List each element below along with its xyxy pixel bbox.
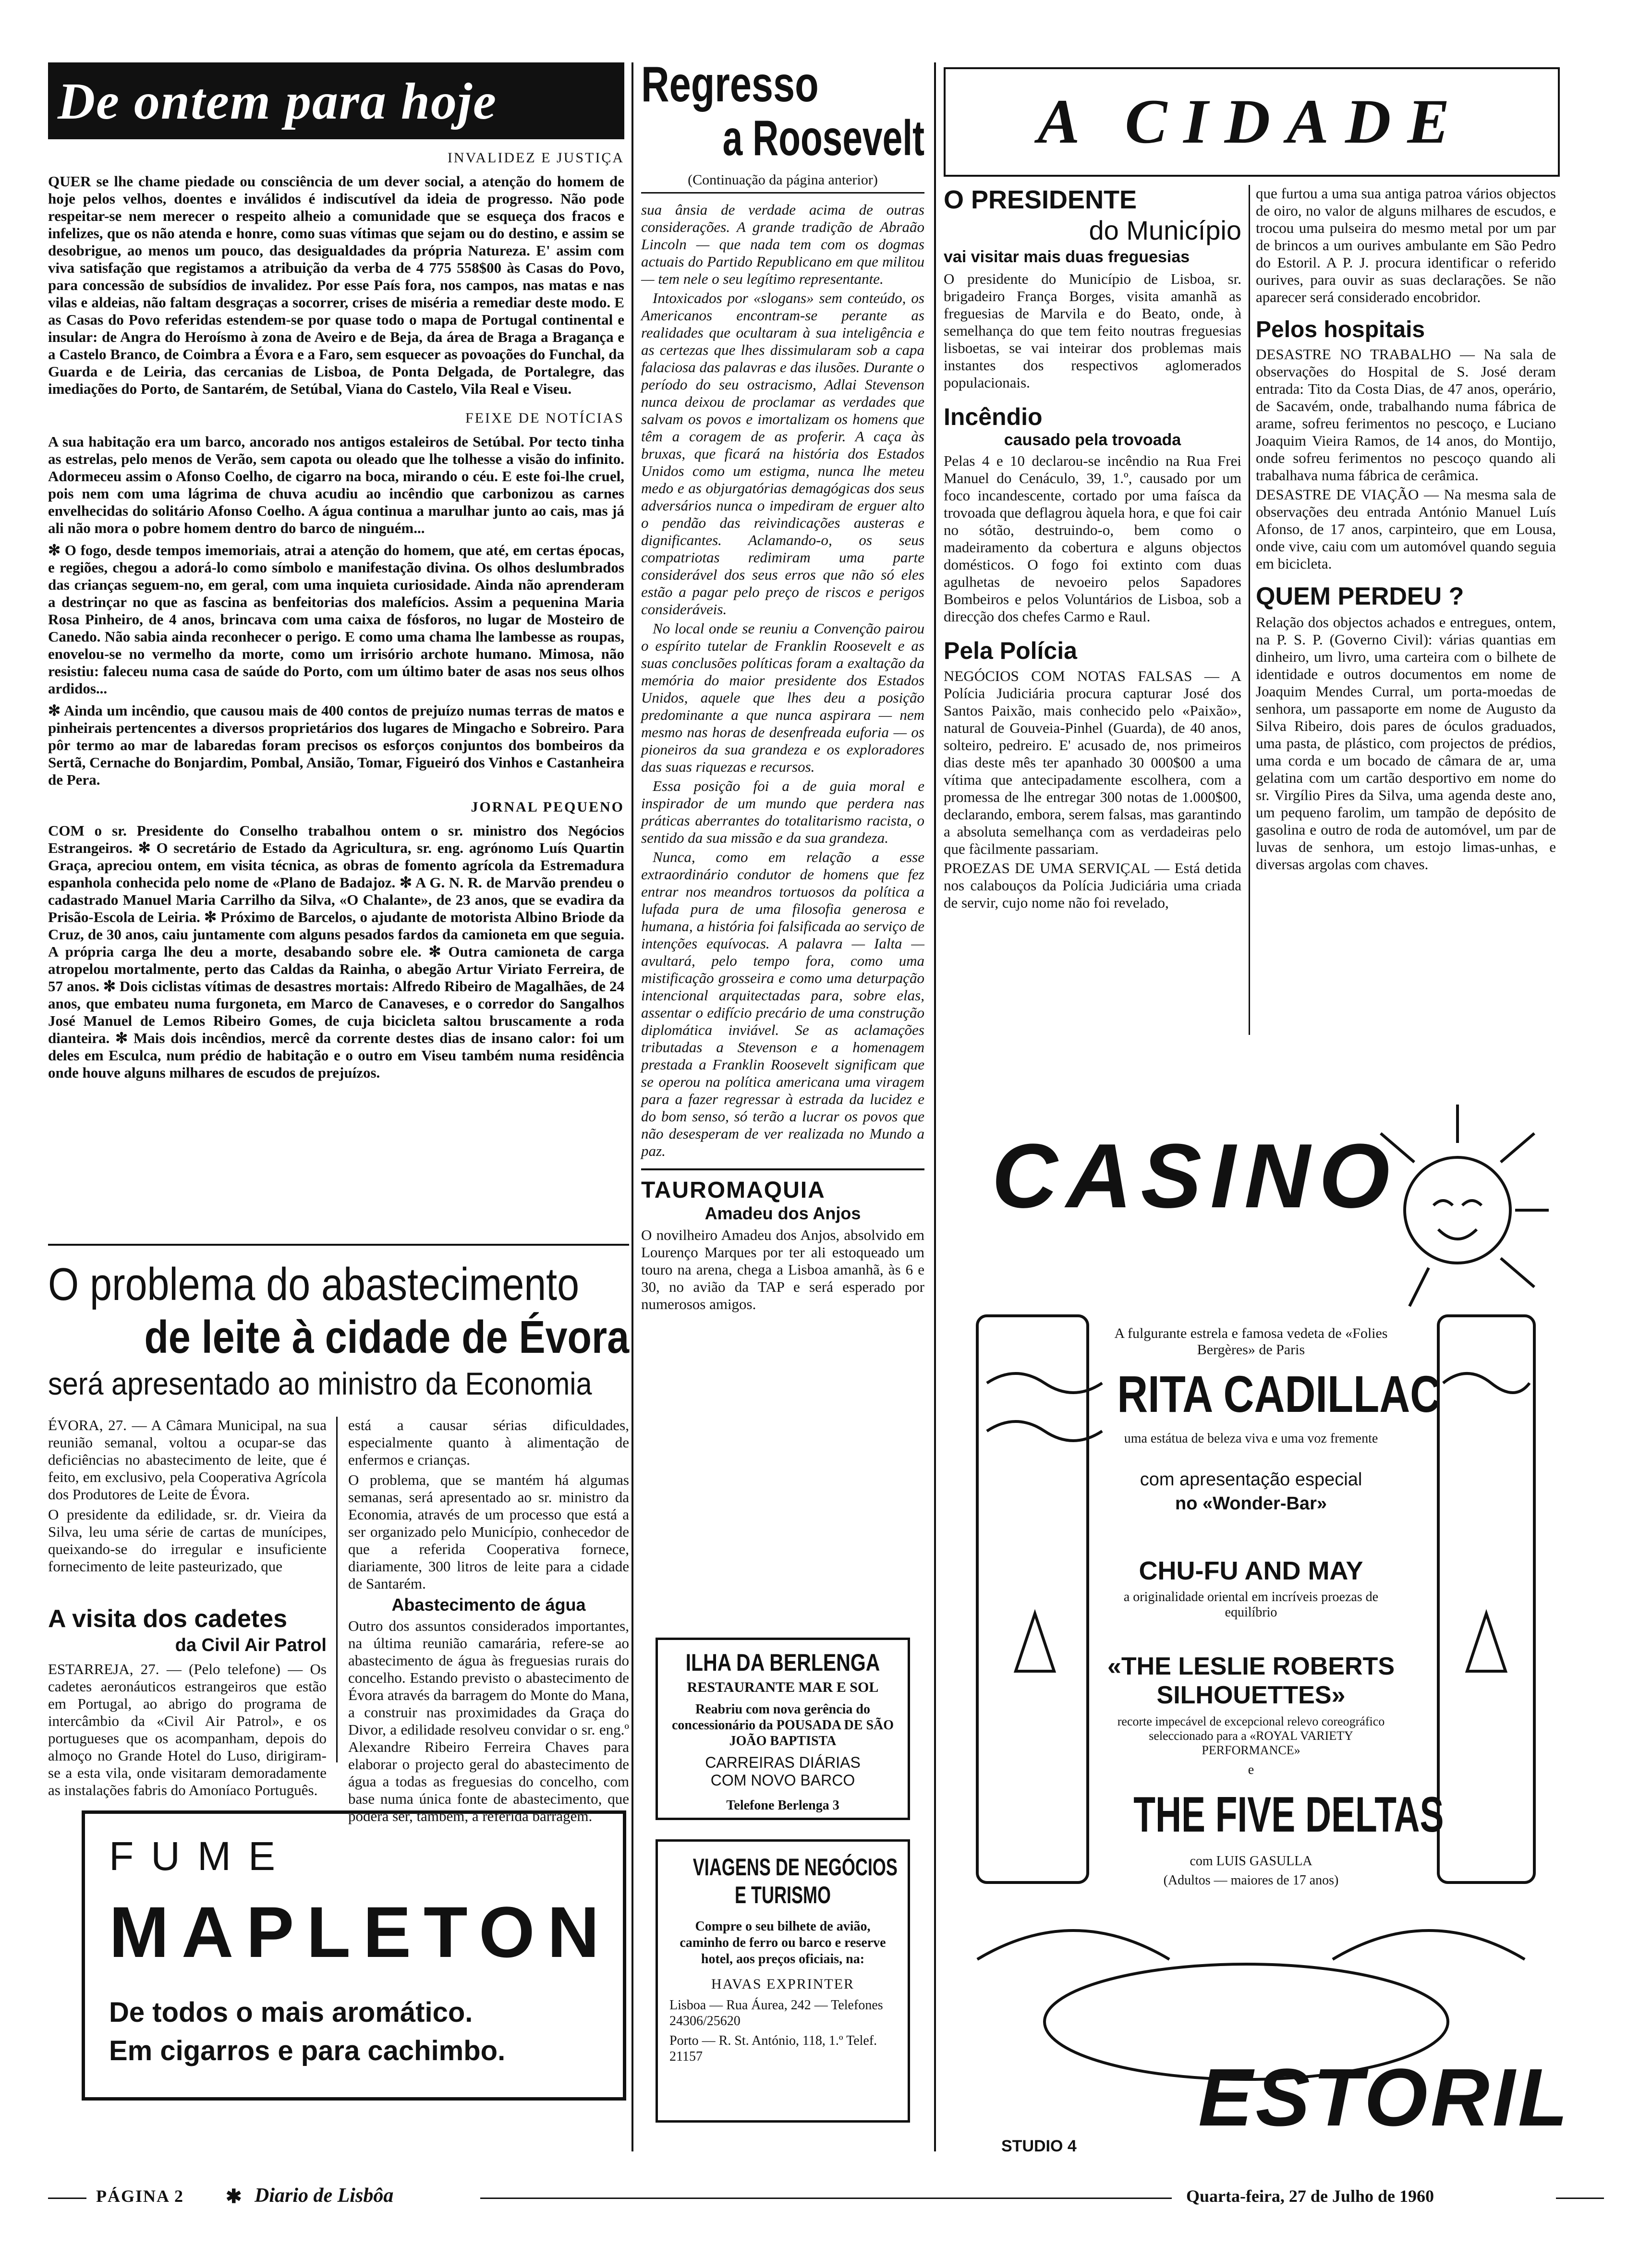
casino-ad (948, 1047, 1571, 2171)
divider (1249, 185, 1250, 1035)
headline: O problema do abastecimento (48, 1259, 580, 1310)
article-text: Outro dos assuntos considerados importantes, na última reunião camarária, refere-se ao abastecimento de água às freguesias rurais do concelho. Estando previsto o abastecimento de Évora através da barragem do Monte do Mana, a construir nas proximidades da Graça do Divor, a edilidade resolveu convidar o sr. eng.º Alexandre Ribeiro Ferreira Chaves para elaborar o projecto geral do abastecimento de água a todas as freguesias do concelho, com base numa única fonte de abastecimento, que poderá ser, também, a referida barragem. (348, 1617, 629, 1824)
continuation-note: (Continuação da página anterior) (641, 172, 924, 194)
ad-title: ILHA DA BERLENGA (685, 1649, 880, 1676)
article-text: O problema, que se mantém há algumas semanas, será apresentado ao sr. ministro da Economia, através de um processo que está a ser organizado pelo Município, conhecedor de que a referida Cooperativa fornece, diariamente, 300 litros de leite para a cidade de Santarém. (348, 1471, 629, 1592)
article-text: O presidente do Município de Lisboa, sr. brigadeiro França Borges, visita amanhã as freguesias de Marvila e do Beato, onde, à semelhança do que tem feito noutras freguesias lisboetas, se vai inteirar dos problemas mais instantes dos respectivos aglomerados populacionais. (944, 270, 1241, 391)
article-text: ESTARREJA, 27. — (Pelo telefone) — Os cadetes aeronáuticos estrangeiros que estão em Portugal, ao abrigo do programa de intercâmbio da «Civil Air Patrol», e os portugueses que os acompanham, depois do almoço no Grande Hotel do Luso, dirigiram-se a esta vila, onde visitaram demoradamente as instalações fabris do Amoníaco Português. (48, 1661, 327, 1798)
divider (48, 1244, 629, 1246)
article-text: DESASTRE NO TRABALHO — Na sala de observações do Hospital de S. José deram entrada: Tito da Costa Dias, de 47 anos, operário, de Sacavém, onde, trabalhando numa fábrica de arame, sofreu ferimentos no pescoço, e Luciano Joaquim Vieira Ramos, de 14 anos, do Montijo, onde sofreu ferimentos no pescoço quando ali trabalhava numa fábrica de cerâmica. (1256, 346, 1556, 484)
article-text: Relação dos objectos achados e entregues, ontem, na P. S. P. (Governo Civil): várias quantias em dinheiro, um livro, uma carteira com o bilhete de identidade e outros documentos em nome de Joaquim Mendes Curral, um porta-moedas de senhora, um passaporte em nome de Augusto da Silva Ribeiro, dois pares de óculos graduados, uma pasta, de plástico, com projectos de prédios, uma corda e um bocado de câmara de ar, uma gelatina com um cartão desportivo em nome do sr. Virgílio Pires da Silva, uma agenda deste ano, um pequeno farolim, um tampão de depósito de gasolina e outro de roda de automóvel, um par de luvas de senhora, um estojo limas-unhas, e diversas argolas com chaves. (1256, 614, 1556, 873)
article-text: ÉVORA, 27. — A Câmara Municipal, na sua reunião semanal, voltou a ocupar-se das deficiências no abastecimento de leite, que é feito, em exclusivo, pela Cooperativa Agrícola dos Produtores de Leite de Évora. (48, 1417, 327, 1503)
ad-line: com apresentação especial (1140, 1470, 1362, 1490)
banner-title: De ontem para hoje (58, 73, 497, 130)
column-2 (641, 58, 924, 1450)
footer-rule (1556, 2198, 1604, 2199)
article-text: COM o sr. Presidente do Conselho trabalhou ontem o sr. ministro dos Negócios Estrangeiros. ✻ O secretário de Estado da Agricultura, sr. eng. agrónomo Luís Quartin Graça, apreciou ontem, em visita técnica, as obras de fomento agrícola da Estremadura espanhola conhecida pelo nome de «Plano de Badajoz. ✻ A G. N. R. de Marvão prendeu o cadastrado Manuel Maria Carrilho da Silva, «O Chalante», de 23 anos, que se evadira da Prisão-Escola de Leiria. ✻ Próximo de Barcelos, o ajudante de motorista Albino Briode da Cruz, de 30 anos, caiu juntamente com alguns pesados fardos da camioneta em que seguia. A própria carga lhe deu a morte, desabando sobre ele. ✻ Outra camioneta de carga atropelou mortalmente, perto das Caldas da Rainha, o abegão Artur Viriato Ferreira, de 57 anos. ✻ Dois ciclistas vítimas de desastres mortais: Alfredo Ribeiro de Magalhães, de 24 anos, que embateu numa furgoneta, em Marco de Canaveses, e o corredor do Sangalhos José Manuel de Lemos Ribeiro Gomes, de cuja bicicleta saltou bruscamente a roda dianteira. ✻ Mais dois incêndios, mercê da corrente destes dias de insano calor: foi um deles em Esculca, num prédio de habitação e o outro em Viseu também numa residência onde houve alguns milhares de escudos de prejuízos. (48, 822, 624, 1081)
divider (336, 1417, 338, 1762)
banner-title: A CIDADE (1037, 86, 1466, 157)
article-text: Nunca, como em relação a esse extraordinário condutor de homens que fez entrar nos meandros tortuosos da política a lufada pura de uma filosofia generosa e humana, a história foi falsificada ao serviço de intenções equívocas. A palavra — Ialta — avultará, pelo tempo fora, como uma mistificação grosseira e como uma deturpação intencional arquitectadas para, sobre elas, assentar o edifício precário de uma construção diplomática inviável. Se as aclamações tributadas a Stevenson e a homenagem prestada a Franklin Roosevelt significam que se operou na política americana uma viragem para a fazer regressar à estrada da lucidez e do bom senso, só terão a lucrar os povos que não desesperam de ver realizada no Mundo a paz. (641, 849, 924, 1159)
ad-text: CARREIRAS DIÁRIAS (705, 1754, 861, 1771)
ad-text: Compre o seu bilhete de avião, caminho de ferro ou barco e reserve hotel, aos preços oficiais, na: (680, 1919, 886, 1967)
footer-page: PÁGINA 2 (96, 2186, 184, 2206)
cidade-banner (944, 67, 1560, 177)
article-text: Intoxicados por «slogans» sem conteúdo, os Americanos encontram-se perante as realidades que ocultaram à sua inteligência e as certezas que lhes dissimularam sob a capa falaciosa das palavras e das ilusões. Durante o período do seu ostracismo, Adlai Stevenson nunca deixou de proclamar as verdades que salvam os povos e imortalizam os homens que têm a coragem de as proferir. A caça às bruxas, que ficará na história dos Estados Unidos como um estigma, nunca lhe meteu medo e as objurgatórias demagógicas dos seus adversários nunca o impediram de erguer alto o pendão das reivindicações austeras e dignificantes. Aclamando-o, os seus compatriotas redimiram uma parte considerável dos seus erros que não só eles estão a pagar pelo preço de riscos e perigos consideráveis. (641, 290, 924, 618)
footer-date: Quarta-feira, 27 de Julho de 1960 (1186, 2186, 1434, 2206)
section-label: FEIXE DE NOTÍCIAS (465, 410, 624, 426)
subhead: Abastecimento de água (391, 1595, 586, 1615)
ad-agency: HAVAS EXPRINTER (711, 1976, 855, 1992)
leite-col-1 (48, 1417, 327, 1578)
article-text: A sua habitação era um barco, ancorado nos antigos estaleiros de Setúbal. Por tecto tinha as estrelas, pelo menos de Verão, sem capota ou oleado que lhe tolhesse a visão do infinito. Adormeceu assim o Afonso Coelho, de cigarro na boca, mirando o céu. E este foi-lhe cruel, pois nem com uma lágrima de chuva acudiu ao incêndio que carbonizou as carnes envelhecidas do solitário Afonso Coelho. A água continua a marulhar junto ao cais, mas já ali não mora o pobre homem dentro do barco de ninguém... (48, 433, 624, 536)
headline: a Roosevelt (722, 110, 924, 166)
cadetes-article (48, 1604, 327, 1799)
article-text: O novilheiro Amadeu dos Anjos, absolvido em Lourenço Marques por ter ali estoqueado um touro na arena, chega a Lisboa amanhã, às 6 e 30, no avião da TAP e será esperado por numerosos amigos. (641, 1227, 924, 1312)
headline: TAUROMAQUIA (641, 1178, 826, 1203)
footer (48, 2184, 1604, 2213)
article-text: Essa posição foi a de guia moral e inspirador de um mundo que perdera nas práticas aberrantes do totalitarismo racista, o sentido da sua missão e da sua grandeza. (641, 777, 924, 846)
ad-act: SILHOUETTES» (1156, 1681, 1346, 1709)
casino-title: CASINO (992, 1125, 1398, 1227)
divider (632, 62, 633, 2151)
ad-line: com LUIS GASULLA (1190, 1854, 1312, 1869)
subhead: vai visitar mais duas freguesias (944, 248, 1190, 266)
section-label: INVALIDEZ E JUSTIÇA (447, 150, 624, 166)
headline: Incêndio (944, 403, 1043, 430)
footer-star: ✱ (226, 2186, 242, 2207)
article-text: NEGÓCIOS COM NOTAS FALSAS — A Polícia Judiciária procura capturar José dos Santos Paixão, mais conhecido pelo «Paixão», natural de Gouveia-Pinhel (Guarda), de 40 anos, solteiro, pedreiro. E' acusado de, nos primeiros dias deste mês ter apanhado 30 000$00 a uma vítima que antecipadamente escolhera, com a promessa de lhe entregar 300 notas de 1.000$00, declarando, embora, serem falsas, mas garantindo a absoluta semelhança com as verdadeiras pelo que fàcilmente passariam. (944, 668, 1241, 857)
ad-title: VIAGENS DE NEGÓCIOS (692, 1854, 898, 1881)
ad-text: COM NOVO BARCO (710, 1772, 855, 1789)
article-text: que furtou a uma sua antiga patroa vários objectos de oiro, no valor de alguns milhares de escudos, e trocou uma pulseira do mesmo metal por um par de brincos a um ourives ambulante em São Pedro do Estoril. A P. J. procura identificar o referido ourives, para ouvir as suas declarações. Se não aparecer será considerado encobridor. (1256, 185, 1556, 305)
ad-line: Em cigarros e para cachimbo. (109, 2035, 506, 2066)
berlenga-ad (656, 1638, 910, 1820)
headline: Pelos hospitais (1256, 317, 1425, 342)
headline: QUEM PERDEU ? (1256, 583, 1464, 610)
footer-rule (48, 2198, 86, 2199)
article-text: QUER se lhe chame piedade ou consciência de um dever social, a atenção do homem de hoje pelos velhos, doentes e inválidos é indiscutível da ideia de progresso. Não pode respeitar-se nem merecer o respeito alheio a comunidade que se esqueça dos fracos e infelizes, que os não atenda e honre, como suas vítimas que sejam ou do destino, e assim se desobrigue, ao menos um pouco, das desigualdades da própria Natureza. E' assim com viva satisfação que registamos a atribuição da verba de 4 775 558$00 às Casas do Povo, para concessão de subsídios de invalidez. Por esse País fora, nos campos, nas matas e nas vilas e aldeias, não faltam desgraças a socorrer, crises de miséria a remediar deste modo. E as Casas do Povo referidas estendem-se por quase todo o mapa de Portugal continental e insular: de Angra do Heroísmo à zona de Aveiro e de Beja, da área de Braga a Bragança e a Castelo Branco, de Coimbra a Évora e a Faro, sem esquecer as povoações do Funchal, da Guarda e de Leiria, das cercanias de Lisboa, de Ponta Delgada, de Portalegre, das imediações do Porto, de Santarém, de Setúbal, Viana do Castelo, Vila Real e Viseu. (48, 173, 624, 397)
leite-article (48, 1258, 629, 1824)
article-text: sua ânsia de verdade acima de outras considerações. A grande tradição de Abraão Lincoln — que nada tem com os dogmas actuais do Partido Republicano em que militou — tem nele o seu legítimo representante. (641, 201, 924, 287)
ad-line: De todos o mais aromático. (109, 1997, 473, 2028)
ad-line: FUME (109, 1834, 292, 1879)
ad-address: Porto — R. St. António, 118, 1.º Telef. 21157 (669, 2033, 877, 2064)
ad-act: THE FIVE DELTAS (1133, 1787, 1444, 1843)
headline: Regresso (641, 57, 819, 112)
ad-address: Lisboa — Rua Áurea, 242 — Telefones 24306/25620 (669, 1998, 883, 2028)
ad-line: no «Wonder-Bar» (1175, 1494, 1327, 1514)
ad-phone: Telefone Berlenga 3 (726, 1798, 839, 1813)
subheadline: será apresentado ao ministro da Economia (48, 1366, 592, 1401)
headline: do Município (1089, 215, 1241, 245)
ad-title: E TURISMO (734, 1882, 831, 1908)
cidade-col-1 (944, 185, 1241, 911)
article-text: está a causar sérias dificuldades, especialmente quanto à alimentação de enfermos e crianças. (348, 1417, 629, 1468)
subhead: da Civil Air Patrol (175, 1635, 327, 1655)
column-1 (48, 62, 624, 1239)
viagens-ad (656, 1839, 910, 2123)
divider (934, 62, 936, 2151)
headline: A visita dos cadetes (48, 1605, 288, 1633)
headline: de leite à cidade de Évora (144, 1312, 629, 1363)
ad-line: A fulgurante estrela e famosa vedeta de «Folies Bergères» de Paris (1114, 1325, 1388, 1358)
ad-star: RITA CADILLAC (1117, 1365, 1441, 1423)
footer-rule (480, 2198, 1172, 2199)
ad-brand: MAPLETON (109, 1892, 612, 1972)
footer-paper: Diario de Lisbôa (255, 2185, 394, 2207)
subhead: causado pela trovoada (1004, 431, 1181, 449)
article-text: DESASTRE DE VIAÇÃO — Na mesma sala de observações deu entrada António Manuel Luís Afonso, de 17 anos, carpinteiro, que em Lousa, onde vive, caiu com um automóvel quando seguia em bicicleta. (1256, 486, 1556, 572)
ad-text: Reabriu com nova gerência do concessionário da POUSADA DE SÃO JOÃO BAPTISTA (671, 1702, 894, 1749)
article-text: No local onde se reuniu a Convenção pairou o espírito tutelar de Franklin Roosevelt e as suas conclusões políticas foram a exaltação da memória do maior presidente dos Estados Unidos, aquele que lhes deu a posição predominante a que nunca aspirara — nem mesmo nas horas de desenfreada euforia — os pioneiros da sua grandeza e os exploradores das suas riquezas e recursos. (641, 620, 924, 775)
ad-line: a originalidade oriental em incríveis proezas de equilíbrio (1123, 1590, 1379, 1620)
leite-col-2 (348, 1417, 629, 1828)
article-text: Pelas 4 e 10 declarou-se incêndio na Rua Frei Manuel do Cenáculo, 39, 1.º, causado por um foco incandescente, cortado por uma faísca da trovoada que deflagrou àquela hora, e que foi cair no sótão, destruindo-o, bem como o madeiramento da cobertura e alguns objectos domésticos. O fogo foi extinto com duas agulhetas de nevoeiro pelos Sapadores Bombeiros e pelos Voluntários de Lisboa, sob a direcção dos chefes Carmo e Raul. (944, 452, 1241, 625)
ad-act: «THE LESLIE ROBERTS (1107, 1652, 1395, 1680)
article-text: O presidente da edilidade, sr. dr. Vieira da Silva, leu uma série de cartas de munícipes, queixando-se do irregular e insuficiente fornecimento de leite pasteurizado, que (48, 1506, 327, 1575)
ad-line: (Adultos — maiores de 17 anos) (1163, 1873, 1339, 1888)
mapleton-ad (82, 1810, 626, 2101)
ad-act: CHU-FU AND MAY (1139, 1556, 1363, 1585)
article-text: ✻ O fogo, desde tempos imemoriais, atrai a atenção do homem, que até, em certas épocas, e regiões, chegou a adorá-lo como símbolo e manifestação divina. Os olhos deslumbrados das crianças seguem-no, em geral, com uma inquieta curiosidade. Ainda não aprenderam a destrinçar no que as fascina as benfeitorias dos malefícios. Assim a pequenina Maria Rosa Pinheiro, de 4 anos, brincava com uma caixa de fósforos, no lugar de Mosteiro de Canedo. Não sabia ainda reconhecer o perigo. E como uma chama lhe lambesse as roupas, enovelou-se no vermelho da morte, como um irrisório archote humano. Mimosa, não resistiu: faleceu numa casa de saúde do Porto, com um último bater de asas nos seus olhos ardidos... (48, 542, 624, 697)
ad-credit: STUDIO 4 (1001, 2137, 1077, 2155)
section-label: JORNAL PEQUENO (471, 799, 624, 815)
headline: O PRESIDENTE (944, 185, 1137, 214)
ad-line: uma estátua de beleza viva e uma voz fremente (1124, 1431, 1378, 1446)
casino-location: ESTORIL (1198, 2052, 1571, 2143)
article-text: PROEZAS DE UMA SERVIÇAL — Está detida nos calabouços da Polícia Judiciária uma criada de servir, cujo nome não foi revelado, (944, 860, 1241, 911)
ad-sub: RESTAURANTE MAR E SOL (687, 1679, 879, 1695)
ad-line: e (1248, 1762, 1254, 1777)
section-banner (48, 62, 624, 139)
subhead: Amadeu dos Anjos (705, 1203, 861, 1223)
ad-line: recorte impecável de excepcional relevo coreográfico seleccionado para a «ROYAL VARIETY PERFORMANCE» (1117, 1714, 1385, 1757)
article-text: ✻ Ainda um incêndio, que causou mais de 400 contos de prejuízo numas terras de matos e pinheirais pertencentes a diversos proprietários dos lugares de Mingacho e Sobreiro. Para pôr termo ao mar de labaredas foram precisos os esforços conjuntos dos bombeiros da Sertã, Cernache do Bonjardim, Pombal, Ansião, Tomar, Figueiró dos Vinhos e Castanheira de Pera. (48, 702, 624, 788)
headline: Pela Polícia (944, 637, 1077, 664)
tauromaquia (641, 1168, 924, 1313)
cidade-col-2 (1256, 185, 1556, 873)
